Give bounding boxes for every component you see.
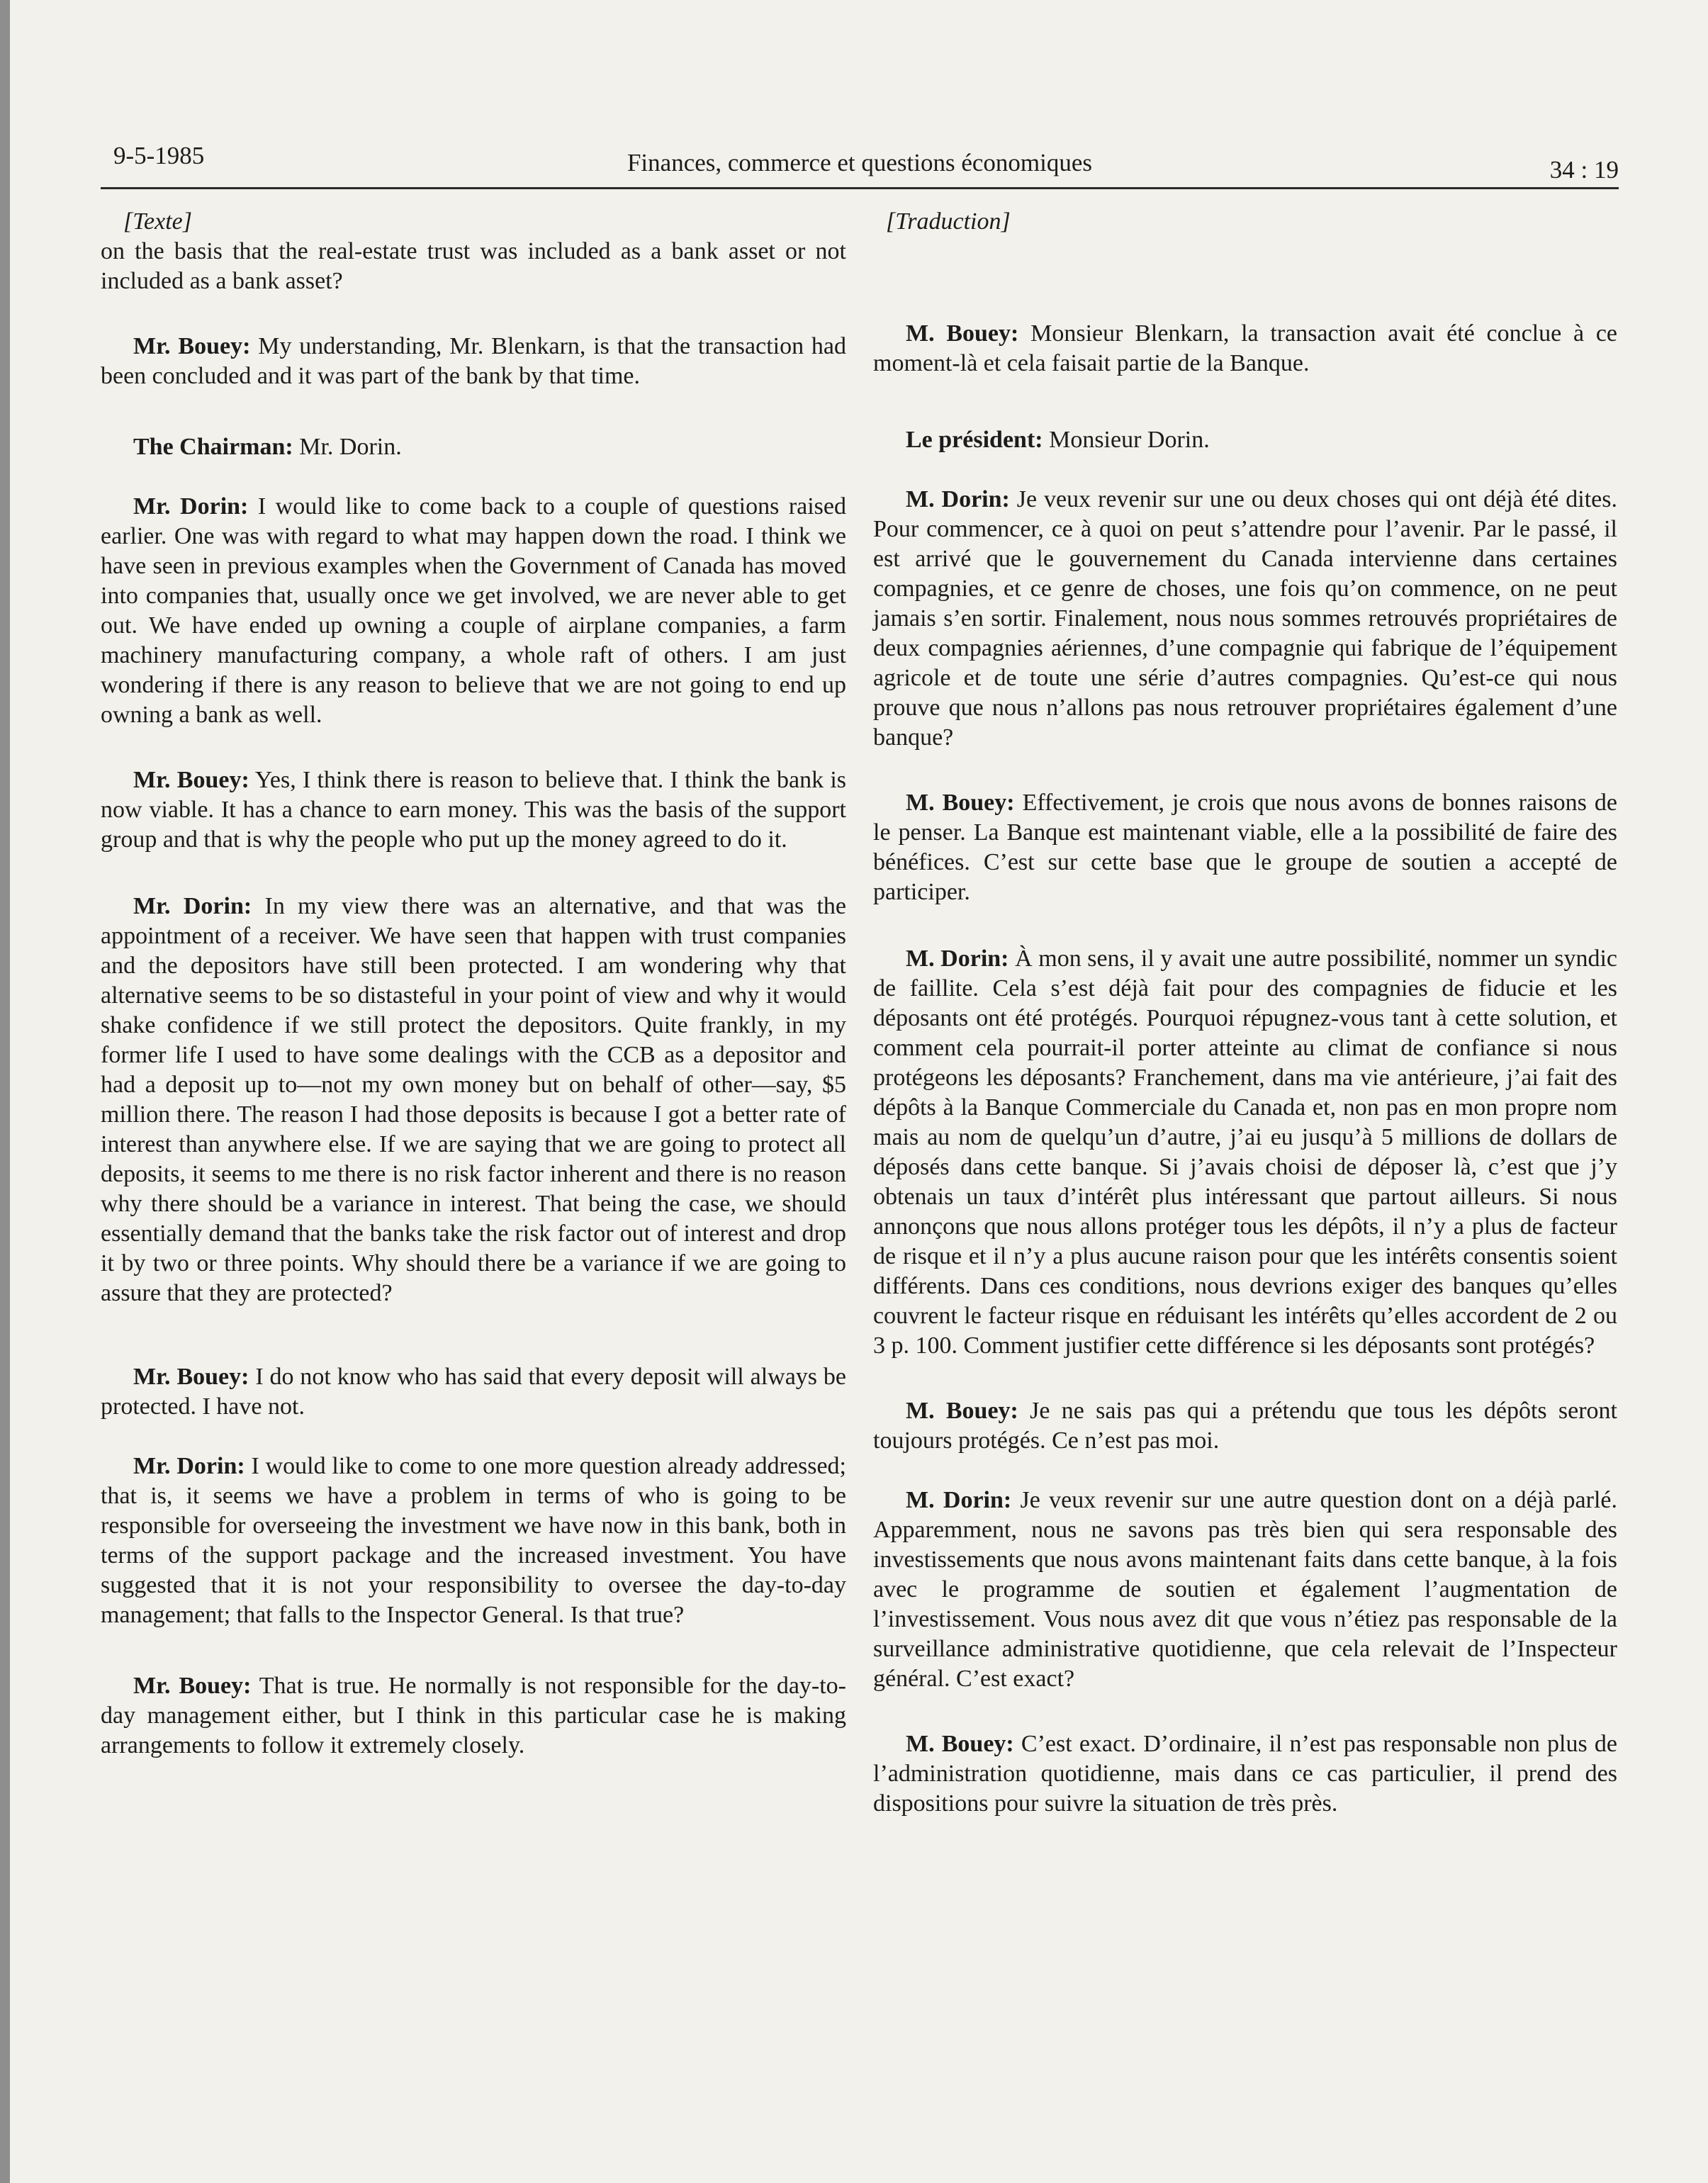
paragraph-text: That is true. He normally is not responsible for the day-to-day management either, but I think in this particular case he is making arrangements to follow it extremely closely. bbox=[101, 1673, 846, 1758]
right-paragraph bbox=[873, 1486, 1617, 1694]
paragraph-text: Monsieur Blenkarn, la transaction avait été conclue à ce moment-là et cela faisait partie de la Banque. bbox=[873, 320, 1617, 376]
speaker-name: M. Bouey: bbox=[906, 1398, 1018, 1424]
right-paragraph bbox=[873, 485, 1617, 753]
left-column-english bbox=[101, 207, 846, 1761]
left-paragraph bbox=[101, 892, 846, 1308]
right-paragraph bbox=[873, 1729, 1617, 1819]
speaker-name: Mr. Bouey: bbox=[133, 767, 249, 793]
paragraph-text: Mr. Dorin. bbox=[293, 434, 402, 460]
speaker-name: Mr. Dorin: bbox=[133, 1453, 245, 1479]
speaker-name: M. Dorin: bbox=[906, 945, 1009, 972]
paragraph-text: My understanding, Mr. Blenkarn, is that the transaction had been concluded and it was part of the bank by that time. bbox=[101, 333, 847, 389]
speaker-name: Mr. Bouey: bbox=[133, 1364, 249, 1390]
header-page-number: 34 : 19 bbox=[1549, 156, 1619, 184]
speaker-name: M. Dorin: bbox=[906, 486, 1010, 512]
paragraph-text: Je veux revenir sur une ou deux choses qui ont déjà été dites. Pour commencer, ce à quoi on peut s’attendre pour l’avenir. Par le passé, il est arrivé que le gouvernement du Canada intervienne dans certaines compagnies, et ce genre de choses, une fois qu’on commence, on ne peut jamais s’en sortir. Finalement, nous nous sommes retrouvés propriétaires de deux compagnies aériennes, d’une compagnie qui fabrique de l’équipement agricole et de toute une série d’autres compagnies. Qu’est-ce qui nous prouve que nous n’allons pas nous retrouver propriétaires également d’une banque? bbox=[873, 486, 1617, 751]
speaker-name: Mr. Bouey: bbox=[133, 1673, 252, 1699]
continuation-paragraph: on the basis that the real-estate trust was included as a bank asset or not included as a bank asset? bbox=[101, 238, 846, 294]
left-paragraph bbox=[101, 1671, 846, 1761]
paragraph-text: In my view there was an alternative, and that was the appointment of a receiver. We have seen that happen with trust companies and the depositors have still been protected. I am wondering why that alternative seems to be so distasteful in your point of view and why it would shake confidence if we still protect the depositors. Quite frankly, in my former life I used to have some dealings with the CCB as a depositor and had a deposit up to—not my own money but on behalf of other—say, $5 million there. The reason I had those deposits is because I got a better rate of interest than anywhere else. If we are saying that we are going to protect all deposits, it seems to me there is no risk factor inherent and there is no reason why there should be a variance in interest. That being the case, we should essentially demand that the banks take the risk factor out of interest and drop it by two or three points. Why should there be a variance if we are going to assure that they are protected? bbox=[101, 893, 847, 1306]
paragraph-text: Monsieur Dorin. bbox=[1043, 427, 1210, 453]
speaker-name: Mr. Dorin: bbox=[133, 893, 252, 919]
paragraph-text: Je veux revenir sur une autre question dont on a déjà parlé. Apparemment, nous ne savons pas très bien qui sera responsable des investissements que nous avons maintenant faits dans cette banque, à la fois avec le programme de soutien et également l’augmentation de l’investissement. Vous nous avez dit que vous n’étiez pas responsable de la surveillance administrative quotidienne, que cela relevait de l’Inspecteur général. C’est exact? bbox=[873, 1487, 1617, 1692]
speaker-name: Mr. Dorin: bbox=[133, 493, 249, 520]
document-page bbox=[10, 0, 1708, 2183]
speaker-name: M. Bouey: bbox=[906, 790, 1015, 816]
right-paragraph bbox=[873, 425, 1617, 455]
right-paragraph bbox=[873, 944, 1617, 1361]
speaker-name: The Chairman: bbox=[133, 434, 293, 460]
left-paragraph bbox=[101, 765, 846, 855]
speaker-name: M. Bouey: bbox=[906, 320, 1019, 347]
header-title: Finances, commerce et questions économiques bbox=[627, 149, 1093, 176]
paragraph-text: Je ne sais pas qui a prétendu que tous les dépôts seront toujours protégés. Ce n’est pas moi. bbox=[873, 1398, 1618, 1454]
left-column-marker: [Texte] bbox=[123, 208, 192, 235]
right-paragraph bbox=[873, 1396, 1617, 1456]
left-paragraph bbox=[101, 492, 846, 730]
speaker-name: M. Bouey: bbox=[906, 1731, 1014, 1757]
page-header bbox=[101, 136, 1619, 189]
left-paragraph bbox=[101, 432, 846, 462]
left-paragraph bbox=[101, 1452, 846, 1630]
paragraph-text: Yes, I think there is reason to believe that. I think the bank is now viable. It has a chance to earn money. This was the basis of the support group and that is why the people who put up the money agreed to do it. bbox=[101, 767, 846, 853]
paragraph-text: I would like to come back to a couple of questions raised earlier. One was with regard to what may happen down the road. I think we have seen in previous examples when the Government of Canada has moved into companies that, usually once we get involved, we are never able to get out. We have ended up owning a couple of airplane companies, a farm machinery manufacturing company, a whole raft of others. I am just wondering if there is any reason to believe that we are not going to end up owning a bank as well. bbox=[101, 493, 846, 728]
paragraph-text: Effectivement, je crois que nous avons de bonnes raisons de le penser. La Banque est maintenant viable, elle a la possibilité de faire des bénéfices. C’est sur cette base que le groupe de soutien a accepté de participer. bbox=[873, 790, 1617, 905]
speaker-name: Le président: bbox=[906, 427, 1043, 453]
right-paragraph bbox=[873, 319, 1617, 378]
right-column-marker: [Traduction] bbox=[886, 208, 1011, 235]
header-date: 9-5-1985 bbox=[113, 142, 205, 169]
paragraph-text: I do not know who has said that every deposit will always be protected. I have not. bbox=[101, 1364, 846, 1420]
speaker-name: Mr. Bouey: bbox=[133, 333, 251, 359]
right-column-french bbox=[873, 207, 1617, 1819]
right-paragraph bbox=[873, 788, 1617, 907]
paragraph-text: C’est exact. D’ordinaire, il n’est pas responsable non plus de l’administration quotidienne, mais dans ce cas particulier, il prend des dispositions pour suivre la situation de très près. bbox=[873, 1731, 1617, 1817]
left-paragraph bbox=[101, 332, 846, 391]
left-paragraph bbox=[101, 1362, 846, 1422]
paragraph-text: À mon sens, il y avait une autre possibilité, nommer un syndic de faillite. Cela s’est déjà fait pour des compagnies de fiducie et les déposants ont été protégés. Pourquoi répugnez-vous tant à cette solution, et comment cela pourrait-il porter atteinte au climat de confiance si nous protégeons les déposants? Franchement, dans ma vie antérieure, j’ai fait des dépôts à la Banque Commerciale du Canada et, non pas en mon propre nom mais au nom de quelqu’un d’autre, j’ai eu jusqu’à 5 millions de dollars de déposés dans cette banque. Si j’avais choisi de déposer là, c’est que j’y obtenais un taux d’intérêt plus intéressant que partout ailleurs. Si nous annonçons que nous allons protéger tous les dépôts, il n’y a plus de facteur de risque et il n’y a plus aucune raison pour que les intérêts consentis soient différents. Dans ces conditions, nous devrions exiger des banques qu’elles couvrent le facteur risque en réduisant les intérêts qu’elles accordent de 2 ou 3 p. 100. Comment justifier cette différence si les déposants sont protégés? bbox=[873, 945, 1618, 1359]
speaker-name: M. Dorin: bbox=[906, 1487, 1012, 1513]
paragraph-text: I would like to come to one more question already addressed; that is, it seems we have a problem in terms of who is going to be responsible for overseeing the investment we have now in this bank, both in terms of the support package and the increased investment. You have suggested that it is not your responsibility to oversee the day-to-day management; that falls to the Inspector General. Is that true? bbox=[101, 1453, 846, 1628]
